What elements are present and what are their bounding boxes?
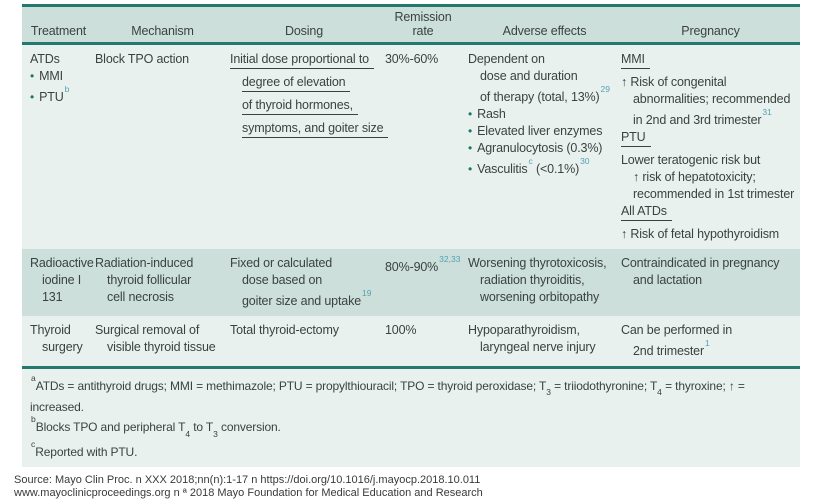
cell-line — [30, 289, 95, 306]
cell-line — [621, 108, 800, 129]
cell-text: laryngeal nerve injury — [480, 340, 596, 355]
reference-superscript: 29 — [600, 84, 610, 94]
table-cell — [378, 322, 468, 360]
thyroid-treatment-table-figure — [14, 4, 800, 501]
footnote-line: $^a$ATDs = antithyroid drugs; MMI = methimazole; PTU = propylthiouracil; TPO = thyroid peroxidase; $T_3$ = triiodothyronine; $T_4$ = thyroxine; ↑ = increased. — [30, 372, 745, 414]
cell-line — [95, 272, 230, 289]
cell-text: dose based on — [242, 273, 323, 288]
list-bullet-icon: • — [30, 90, 35, 105]
table-body — [22, 45, 800, 366]
column-header — [468, 24, 621, 38]
footnote-line: $^c$Reported with PTU. — [31, 439, 138, 460]
cell-text: Elevated liver enzymes — [477, 124, 603, 139]
cell-line — [95, 339, 230, 356]
cell-text: abnormalities; recommended — [633, 92, 791, 106]
cell-text: radiation thyroiditis, — [480, 273, 585, 288]
table-cell — [95, 322, 230, 360]
cell-text: of thyroid hormones, — [242, 98, 358, 115]
cell-text: Rash — [477, 107, 506, 122]
cell-line — [230, 120, 384, 138]
cell-line — [621, 322, 800, 339]
column-header-line: Pregnancy — [681, 24, 740, 38]
cell-text: 2nd trimester$^1$ — [633, 338, 710, 359]
table-cell — [230, 322, 378, 360]
table-footnotes — [22, 369, 800, 467]
cell-line — [468, 289, 621, 306]
cell-text: Agranulocytosis (0.3%) — [477, 141, 603, 156]
column-header — [95, 24, 230, 38]
cell-text: 80%-90%$^{32,33}$ — [385, 254, 461, 275]
cell-text: MMI — [621, 52, 650, 69]
footnote-marker: c — [31, 439, 36, 450]
cell-text: PTU$^b$ — [39, 84, 70, 105]
table-cell — [468, 322, 621, 360]
cell-text: Thyroid — [30, 323, 71, 338]
cell-line — [230, 322, 378, 339]
cell-line — [230, 51, 378, 69]
cell-line — [230, 272, 378, 289]
cell-line — [621, 74, 800, 91]
cell-line — [30, 85, 95, 106]
table-cell — [378, 255, 468, 310]
cell-text: ↑ Risk of congenital — [621, 75, 727, 89]
cell-line — [621, 152, 800, 169]
cell-text: Initial dose proportional to — [230, 52, 374, 69]
cell-text: Vasculitis$^c$ (<0.1%)$^{30}$ — [477, 156, 590, 177]
cell-text: ↑ Risk of fetal hypothyroidism — [621, 227, 780, 242]
cell-line — [621, 272, 800, 289]
cell-line — [621, 129, 800, 147]
cell-line — [30, 255, 95, 272]
cell-text: PTU — [621, 130, 651, 147]
source-citation — [14, 474, 800, 501]
cell-text: Surgical removal of — [95, 323, 200, 338]
cell-text: iodine I — [42, 273, 82, 288]
footnote-line: $^b$Blocks TPO and peripheral $T_4$ to $T_3$ conversion. — [31, 414, 281, 439]
cell-text: recommended in 1st trimester — [633, 187, 795, 202]
cell-text: dose and duration — [480, 69, 578, 83]
list-bullet-icon: • — [468, 162, 473, 177]
cell-line — [30, 51, 95, 68]
cell-text: Dependent on — [468, 52, 545, 66]
column-header-line: Mechanism — [131, 24, 194, 38]
cell-line — [468, 339, 621, 356]
table-cell — [621, 322, 800, 360]
reference-superscript: 1 — [705, 338, 710, 349]
cell-text: All ATDs — [621, 204, 672, 221]
cell-line — [621, 226, 800, 243]
subscript: 4 — [185, 428, 191, 439]
cell-line — [621, 51, 800, 69]
cell-text: Radiation-induced — [95, 256, 194, 271]
table-row — [22, 249, 800, 316]
table-cell — [468, 51, 621, 243]
column-header-line: rate — [412, 24, 434, 38]
cell-line — [385, 51, 468, 68]
column-header-line: Treatment — [30, 24, 87, 38]
table-header-row — [22, 7, 800, 42]
table-cell — [621, 255, 800, 310]
list-bullet-icon: • — [30, 69, 35, 83]
cell-line — [230, 289, 378, 310]
cell-text: symptoms, and goiter size — [242, 121, 388, 138]
subscript: 4 — [657, 387, 662, 398]
cell-line — [468, 255, 621, 272]
reference-superscript: 19 — [362, 288, 372, 299]
cell-line — [621, 255, 800, 272]
cell-text: Total thyroid-ectomy — [230, 323, 339, 338]
cell-line — [385, 255, 468, 276]
column-header-line: Dosing — [284, 24, 323, 38]
cell-text: 100% — [385, 323, 417, 338]
source-line: Source: Mayo Clin Proc. n XXX 2018;nn(n):1-17 n https://doi.org/10.1016/j.mayocp.2018.10.011 — [14, 473, 481, 486]
table-cell — [230, 51, 384, 243]
cell-line — [468, 68, 621, 85]
table-cell — [95, 255, 230, 310]
table-cell — [22, 51, 95, 243]
cell-line — [95, 255, 230, 272]
column-header — [621, 24, 800, 38]
cell-line — [621, 169, 800, 186]
cell-line — [621, 91, 800, 108]
cell-text: surgery — [42, 340, 83, 355]
source-line: www.mayoclinicproceedings.org n ª 2018 Mayo Foundation for Medical Education and Research — [14, 487, 483, 500]
cell-text: thyroid follicular — [107, 273, 192, 288]
cell-line — [468, 157, 621, 178]
cell-text: Hypoparathyroidism, — [468, 323, 580, 338]
cell-text: ↑ risk of hepatotoxicity; — [633, 170, 756, 185]
cell-line — [468, 123, 621, 140]
column-header — [230, 24, 378, 38]
cell-text: and lactation — [633, 273, 702, 288]
subscript: 3 — [546, 387, 551, 398]
table-cell — [378, 51, 468, 243]
reference-superscript: 32,33 — [439, 254, 461, 265]
cell-text: degree of elevation — [242, 75, 350, 92]
table-cell — [230, 255, 378, 310]
cell-line — [30, 339, 95, 356]
footnote-marker: b — [31, 414, 36, 425]
table-cell — [22, 322, 95, 360]
cell-line — [385, 322, 468, 339]
table-cell — [95, 51, 230, 243]
column-header — [22, 24, 95, 38]
cell-line — [468, 85, 621, 106]
footnote-marker: a — [31, 372, 36, 383]
cell-text: worsening orbitopathy — [480, 290, 600, 305]
cell-text: in 2nd and 3rd trimester$^{31}$ — [633, 107, 772, 128]
subscript: 3 — [213, 428, 218, 439]
list-bullet-icon: • — [468, 141, 473, 156]
cell-line — [30, 272, 95, 289]
table-row — [22, 316, 800, 366]
cell-line — [621, 186, 800, 203]
table-cell — [468, 255, 621, 310]
cell-line — [621, 339, 800, 360]
cell-line — [30, 322, 95, 339]
column-header-line: Remission — [394, 10, 452, 24]
cell-text: MMI — [39, 69, 63, 83]
cell-line — [621, 203, 800, 221]
cell-line — [95, 322, 230, 339]
table-cell — [621, 51, 800, 243]
cell-text: Fixed or calculated — [230, 256, 333, 271]
cell-line — [95, 51, 230, 68]
cell-text: Lower teratogenic risk but — [621, 153, 761, 168]
cell-line — [468, 322, 621, 339]
cell-line — [468, 140, 621, 157]
cell-text: visible thyroid tissue — [107, 340, 216, 355]
cell-text: 131 — [42, 290, 63, 305]
reference-superscript: 30 — [580, 156, 590, 167]
table-cell — [22, 255, 95, 310]
cell-line — [30, 68, 95, 85]
cell-text: 30%-60% — [385, 52, 439, 66]
column-header — [378, 10, 468, 38]
cell-line — [468, 272, 621, 289]
cell-line — [230, 74, 378, 92]
reference-superscript: b — [64, 84, 70, 94]
cell-line — [230, 255, 378, 272]
reference-superscript: c — [528, 156, 533, 167]
cell-text: ATDs — [30, 52, 60, 66]
cell-line — [95, 289, 230, 306]
reference-superscript: 31 — [762, 107, 772, 117]
cell-text: of therapy (total, 13%)$^{29}$ — [480, 84, 610, 105]
cell-text: Radioactive — [30, 256, 94, 271]
list-bullet-icon: • — [468, 124, 473, 139]
cell-text: Can be performed in — [621, 323, 733, 338]
cell-line — [230, 97, 378, 115]
cell-text: Worsening thyrotoxicosis, — [468, 256, 607, 271]
cell-line — [468, 106, 621, 123]
cell-text: Contraindicated in pregnancy — [621, 256, 780, 271]
cell-text: Block TPO action — [95, 52, 189, 66]
table-row — [22, 45, 800, 249]
column-header-line: Adverse effects — [502, 24, 587, 38]
list-bullet-icon: • — [468, 107, 473, 122]
cell-line — [468, 51, 621, 68]
cell-text: cell necrosis — [107, 290, 174, 305]
cell-text: goiter size and uptake$^{19}$ — [242, 288, 372, 309]
